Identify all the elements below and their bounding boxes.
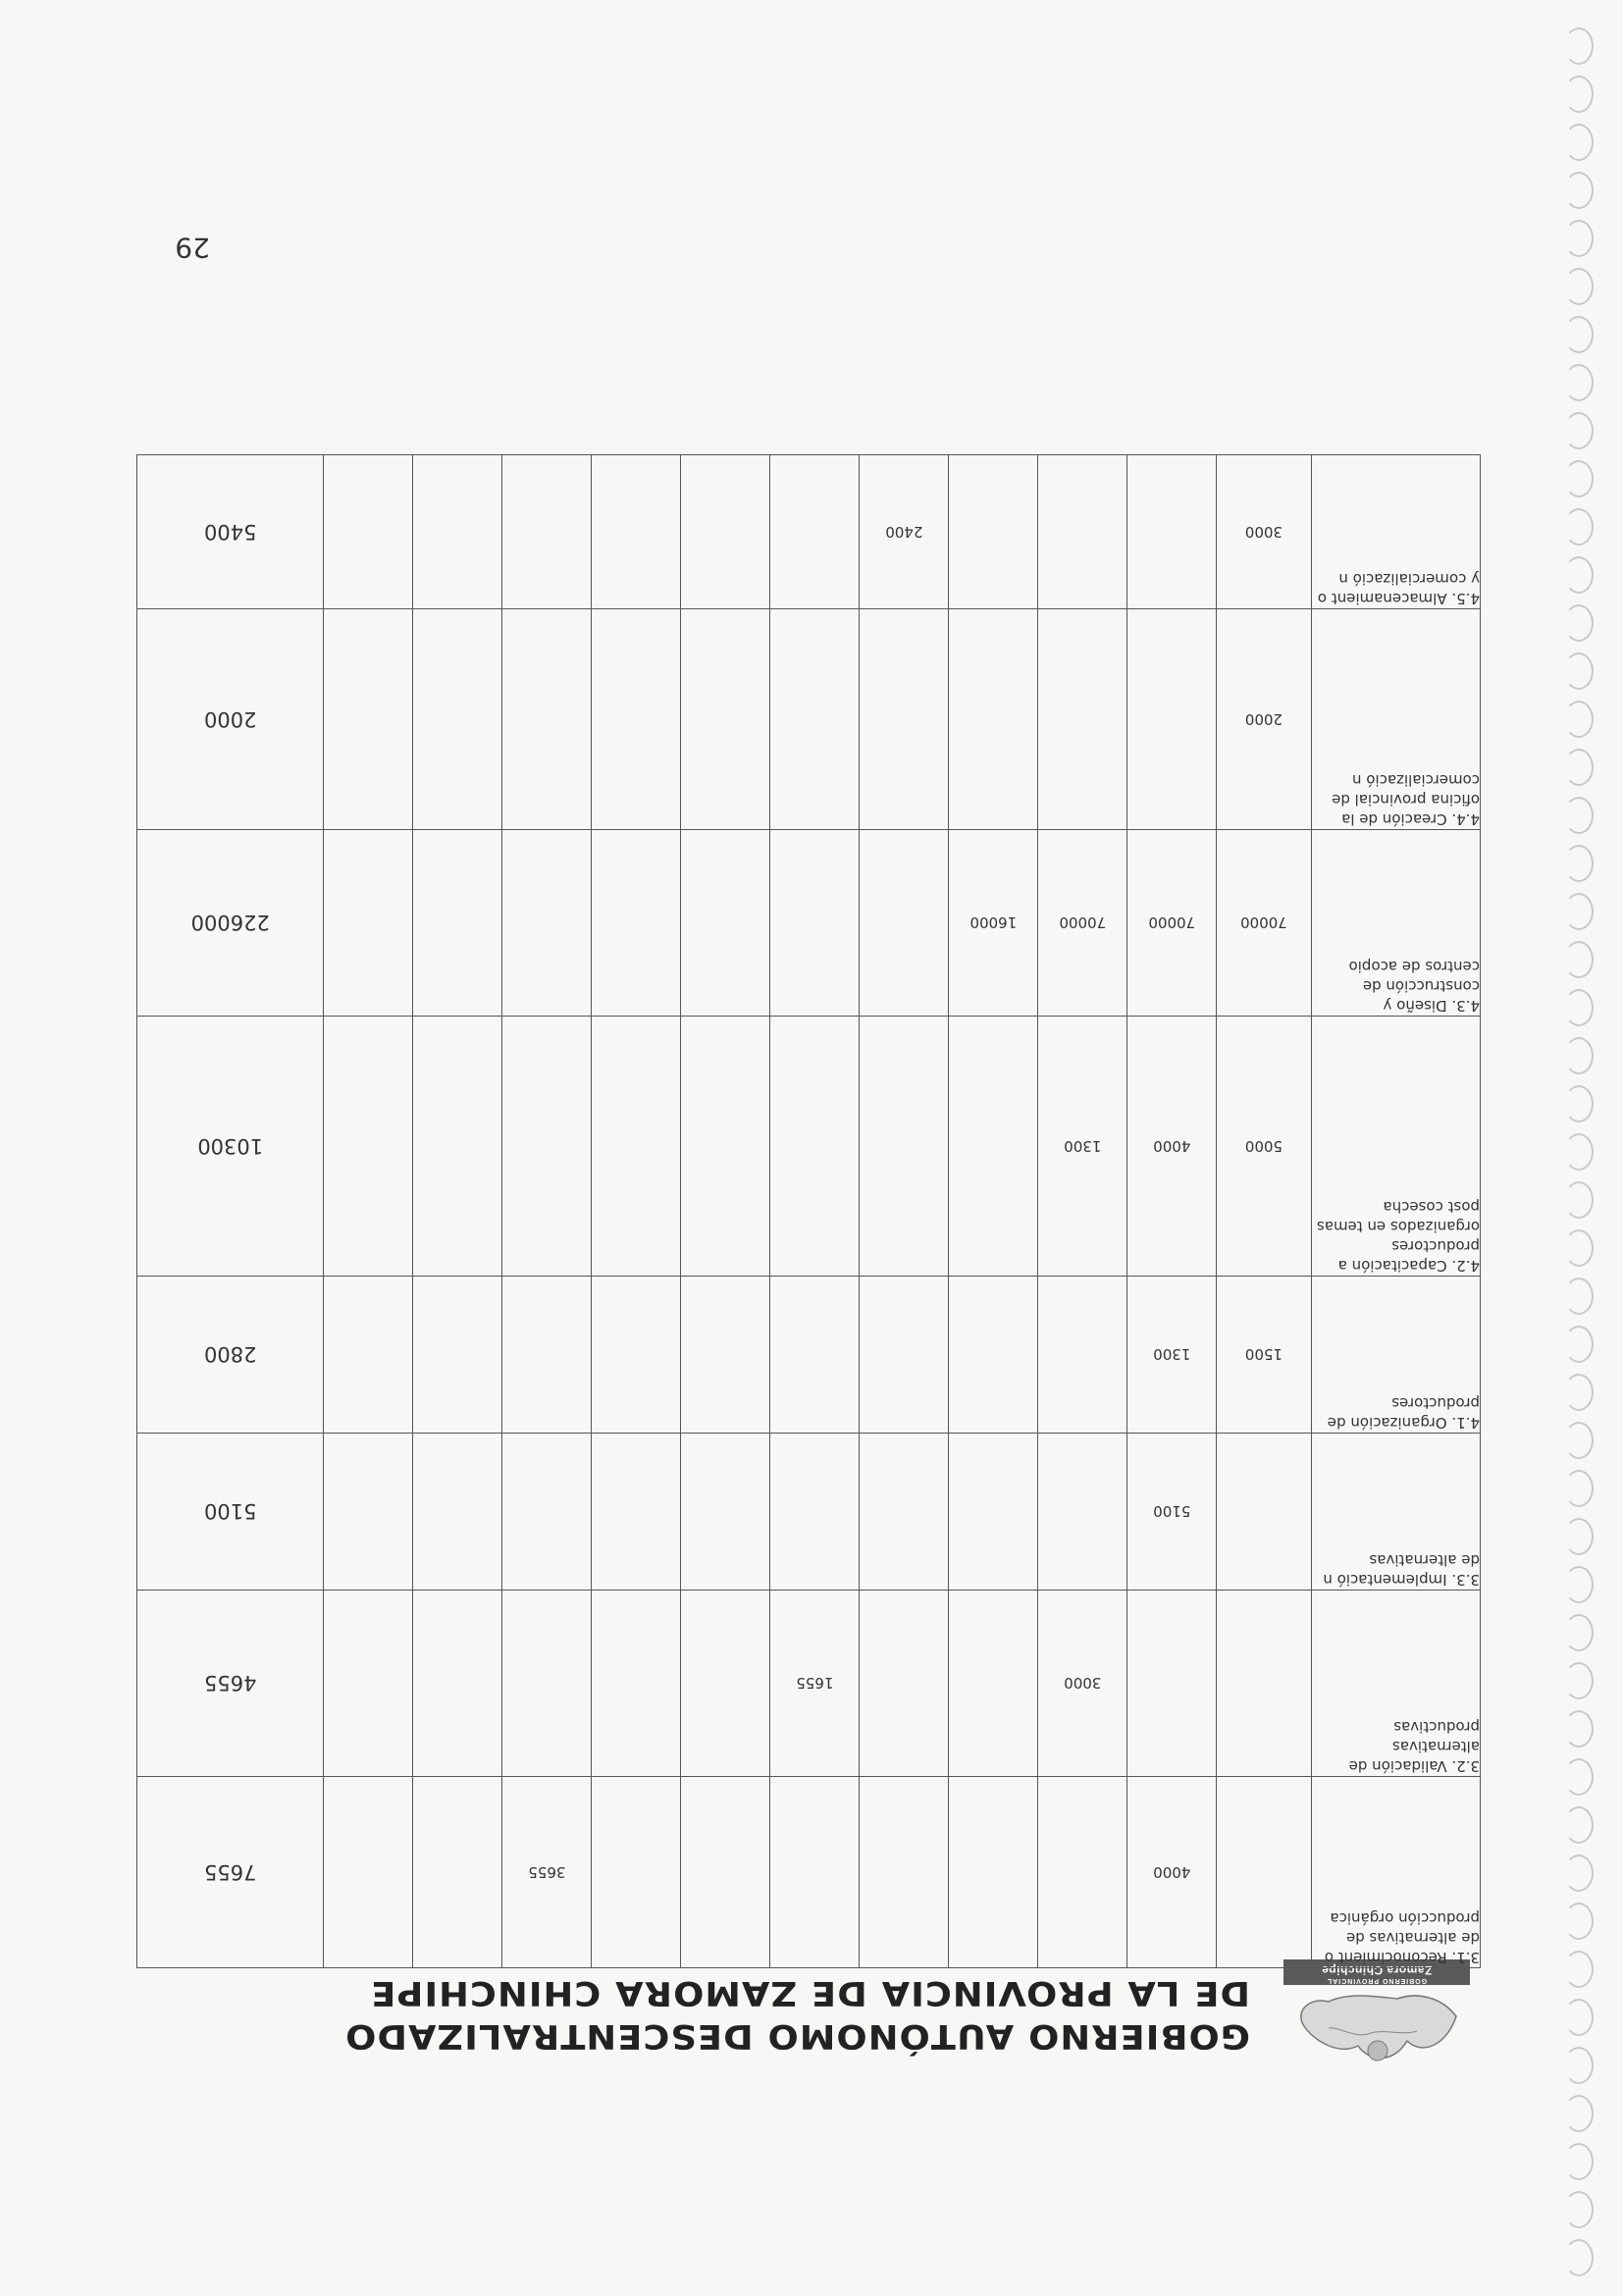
activity-label: 4.2. Capacitación a productores organizados en temas post cosecha [1311,1017,1480,1277]
amount-cell [592,609,681,830]
amount-cell: 70000 [1217,830,1311,1017]
binding-ring [1564,1181,1594,1219]
amount-cell [681,455,770,609]
table-row [137,1777,1481,1968]
amount-cell [413,1017,502,1277]
amount-cell [502,1277,592,1434]
amount-cell: 3000 [1217,455,1311,609]
amount-cell [770,1434,860,1591]
amount-cell [949,455,1038,609]
amount-cell [592,830,681,1017]
amount-cell [324,1434,413,1591]
amount-cell [502,1591,592,1777]
binding-ring [1564,1999,1594,2036]
binding-ring [1564,1422,1594,1459]
amount-cell [770,609,860,830]
binding-ring [1564,989,1594,1026]
table-row [137,1017,1481,1277]
amount-cell [324,830,413,1017]
binding-ring [1564,797,1594,834]
binding-ring [1564,1951,1594,1988]
binding-ring [1564,1374,1594,1411]
binding-ring [1564,124,1594,161]
activity-label: 3.3. Implementació n de alternativas [1311,1434,1480,1591]
binding-ring [1564,2095,1594,2132]
amount-cell [592,1277,681,1434]
row-total-cell: 7655 [137,1777,324,1968]
binding-ring [1564,316,1594,353]
activity-label: 3.2. Validación de alternativas productivas [1311,1591,1480,1777]
binding-ring [1564,1662,1594,1699]
amount-cell [413,830,502,1017]
binding-ring [1564,1758,1594,1796]
activity-label: 4.1. Organización de productores [1311,1277,1480,1434]
amount-cell: 16000 [949,830,1038,1017]
binding-ring [1564,460,1594,497]
amount-cell: 2400 [860,455,949,609]
binding-ring [1564,412,1594,449]
amount-cell [413,1277,502,1434]
amount-cell: 3655 [502,1777,592,1968]
amount-cell [502,1017,592,1277]
table-row [137,455,1481,609]
amount-cell [681,609,770,830]
amount-cell [860,1777,949,1968]
amount-cell [1217,1591,1311,1777]
amount-cell [770,1017,860,1277]
amount-cell [770,1777,860,1968]
amount-cell [860,830,949,1017]
amount-cell [949,1017,1038,1277]
amount-cell [502,609,592,830]
binding-ring [1564,2143,1594,2180]
table-row [137,1591,1481,1777]
activity-label: 4.5. Almacenamient o y comercializació n [1311,455,1480,609]
amount-cell: 2000 [1217,609,1311,830]
binding-ring [1564,2239,1594,2276]
activity-label: 3.1. Reconocimient o de alternativas de producción orgánica [1311,1777,1480,1968]
logo-line2: Zamora Chinchipe [1321,1963,1433,1977]
binding-ring [1564,893,1594,930]
binding-ring [1564,1133,1594,1171]
amount-cell [413,1591,502,1777]
row-total-cell: 5100 [137,1434,324,1591]
amount-cell [1038,455,1127,609]
amount-cell [770,830,860,1017]
amount-cell [592,1434,681,1591]
amount-cell [949,1277,1038,1434]
amount-cell [502,830,592,1017]
amount-cell [413,1434,502,1591]
activity-label: 4.4. Creación de la oficina provincial de comercializació n [1311,609,1480,830]
page-number: 29 [175,232,210,264]
amount-cell: 1655 [770,1591,860,1777]
amount-cell [681,1017,770,1277]
org-line1: GOBIERNO AUTÓNOMO DESCENTRALIZADO [344,2016,1250,2056]
binding-ring [1564,1806,1594,1844]
binding-ring [1564,1037,1594,1074]
amount-cell [324,1017,413,1277]
provincial-logo [1280,1957,1476,2085]
binding-ring [1564,845,1594,882]
row-total-cell: 5400 [137,455,324,609]
amount-cell [324,1777,413,1968]
binding-ring [1564,268,1594,305]
binding-ring [1564,1710,1594,1748]
amount-cell: 4000 [1127,1777,1217,1968]
amount-cell [1038,1277,1127,1434]
amount-cell: 5000 [1217,1017,1311,1277]
row-total-cell: 10300 [137,1017,324,1277]
organization-name [84,1971,1250,2058]
binding-ring [1564,1614,1594,1651]
amount-cell: 70000 [1038,830,1127,1017]
amount-cell [324,609,413,830]
binding-ring [1564,27,1594,65]
activity-label: 4.3. Diseño y construcción de centros de acopio [1311,830,1480,1017]
table-row [137,609,1481,830]
amount-cell [770,1277,860,1434]
amount-cell: 4000 [1127,1017,1217,1277]
binding-ring [1564,1085,1594,1122]
amount-cell [592,1017,681,1277]
amount-cell [324,455,413,609]
amount-cell [502,455,592,609]
amount-cell [681,830,770,1017]
amount-cell [1127,609,1217,830]
binding-ring [1564,1854,1594,1892]
logo-line1: GOBIERNO PROVINCIAL [1326,1977,1428,1984]
binding-ring [1564,1278,1594,1315]
binding-ring [1564,604,1594,642]
letterhead [141,1957,1476,2085]
amount-cell [681,1277,770,1434]
binding-ring [1564,172,1594,209]
amount-cell [592,455,681,609]
binding-ring [1564,2047,1594,2084]
amount-cell [1127,455,1217,609]
binding-ring [1564,2191,1594,2228]
amount-cell [413,1777,502,1968]
amount-cell: 5100 [1127,1434,1217,1591]
budget-table [136,454,1481,1968]
amount-cell: 70000 [1127,830,1217,1017]
amount-cell [860,1277,949,1434]
amount-cell: 1500 [1217,1277,1311,1434]
binding-ring [1564,556,1594,594]
row-total-cell: 226000 [137,830,324,1017]
amount-cell [592,1777,681,1968]
amount-cell [860,1017,949,1277]
amount-cell [770,455,860,609]
binding-ring [1564,364,1594,401]
amount-cell [949,1777,1038,1968]
row-total-cell: 2800 [137,1277,324,1434]
amount-cell [1038,1777,1127,1968]
row-total-cell: 2000 [137,609,324,830]
amount-cell [1038,609,1127,830]
binding-ring [1564,1518,1594,1555]
amount-cell [949,1434,1038,1591]
amount-cell [1217,1777,1311,1968]
binding-ring [1564,1326,1594,1363]
amount-cell [949,1591,1038,1777]
binding-ring [1564,701,1594,738]
amount-cell [860,1434,949,1591]
amount-cell [1127,1591,1217,1777]
amount-cell [413,455,502,609]
amount-cell [502,1434,592,1591]
amount-cell [413,609,502,830]
binding-ring [1564,220,1594,257]
binding-ring [1564,941,1594,978]
org-line2: DE LA PROVINCIA DE ZAMORA CHINCHIPE [370,1973,1250,2012]
binding-ring [1564,749,1594,786]
amount-cell [324,1277,413,1434]
row-total-cell: 4655 [137,1591,324,1777]
amount-cell [681,1434,770,1591]
binding-ring [1564,1566,1594,1603]
amount-cell [949,609,1038,830]
binding-ring [1564,1903,1594,1940]
amount-cell [1038,1434,1127,1591]
binding-ring [1564,76,1594,113]
amount-cell [860,1591,949,1777]
amount-cell [592,1591,681,1777]
amount-cell: 1300 [1127,1277,1217,1434]
binding-ring [1564,1229,1594,1267]
amount-cell [681,1777,770,1968]
table-row [137,1434,1481,1591]
amount-cell [681,1591,770,1777]
amount-cell [324,1591,413,1777]
amount-cell [1217,1434,1311,1591]
binding-ring [1564,508,1594,546]
amount-cell [860,609,949,830]
table-row [137,830,1481,1017]
spiral-binding [1552,20,1601,2276]
amount-cell: 1300 [1038,1017,1127,1277]
table-row [137,1277,1481,1434]
binding-ring [1564,652,1594,690]
amount-cell: 3000 [1038,1591,1127,1777]
binding-ring [1564,1470,1594,1507]
province-map-icon [1280,1987,1476,2085]
